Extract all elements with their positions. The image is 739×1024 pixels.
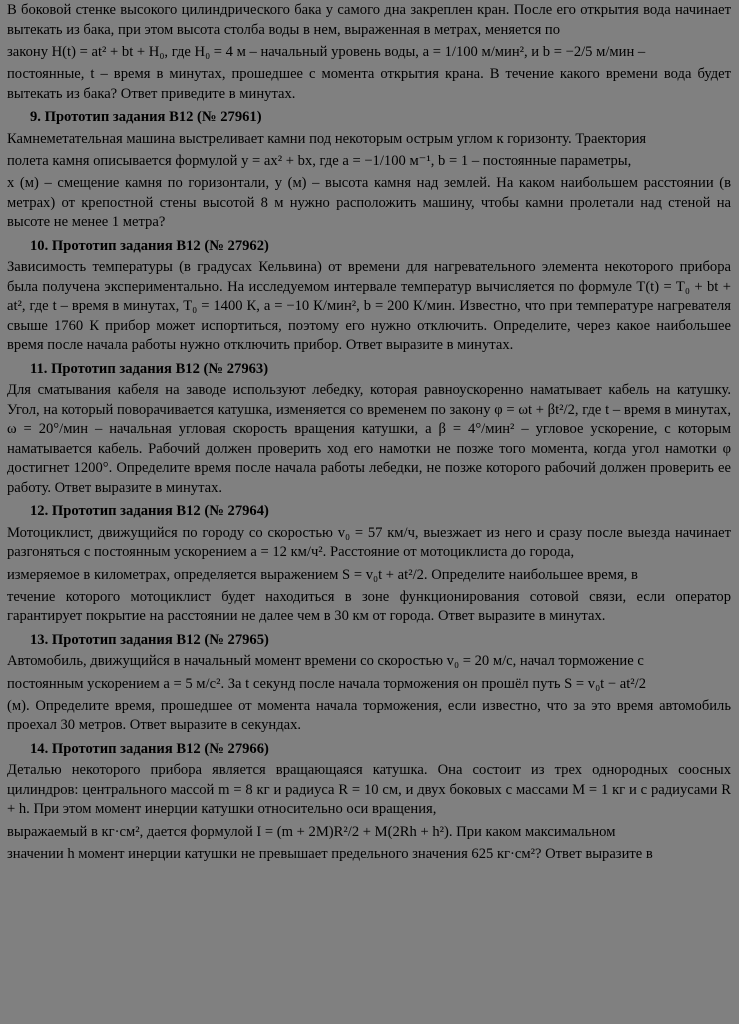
- paragraph: постоянные, t – время в минутах, прошедшее с момента открытия крана. В течение какого времени вода будет вытекать из бака? Ответ приведите в минутах.: [7, 66, 731, 102]
- problem-heading: 13. Прототип задания B12 (№ 27965): [30, 631, 269, 648]
- paragraph: измеряемое в километрах, определяется выражением S = v₀t + at²/2. Определите наибольшее время, в: [7, 566, 638, 583]
- problem-heading: 12. Прототип задания B12 (№ 27964): [30, 503, 269, 519]
- paragraph: значении h момент инерции катушки не превышает предельного значения 625 кг·см²? Ответ выразите в: [7, 845, 653, 862]
- paragraph: закону H(t) = at² + bt + H₀, где H₀ = 4 м – начальный уровень воды, a = 1/100 м/мин², и b = −2/5 м/мин –: [7, 44, 646, 60]
- problem-8-continuation: [7, 1, 731, 104]
- paragraph: (м). Определите время, прошедшее от момента начала торможения, если известно, что за это время автомобиль проехал 30 метров. Ответ выразите в секундах.: [7, 697, 731, 733]
- problem-heading: 10. Прототип задания B12 (№ 27962): [30, 237, 269, 254]
- paragraph: Для сматывания кабеля на заводе используют лебедку, которая равноускоренно наматывает кабель на катушку. Угол, на который поворачивается катушка, изменяется со временем по закону φ = ωt + βt²/2, где t – время в минутах, ω = 20°/мин – начальная угловая скорость вращения катушки, а β = 4°/мин² – угловое ускорение, с которым наматывается кабель. Рабочий должен проверить ход его намотки не позже того момента, когда угол намотки φ достигнет 1200°. Определите время после начала работы лебедки, не позже которого рабочий должен проверить ее работу. Ответ выразите в минутах.: [7, 382, 731, 496]
- paragraph: x (м) – смещение камня по горизонтали, y (м) – высота камня над землей. На каком наибольшем расстоянии (в метрах) от крепостной стены высотой 8 м нужно расположить машину, чтобы камни пролетали над стеной на высоте не менее 1 метра?: [7, 175, 731, 230]
- paragraph: выражаемый в кг·см², дается формулой I = (m + 2M)R²/2 + M(2Rh + h²). При каком максимальном: [7, 823, 616, 840]
- paragraph: Мотоциклист, движущийся по городу со скоростью v₀ = 57 км/ч, выезжает из него и сразу после выезда начинает разгоняться с постоянным ускорением a = 12 км/ч². Расстояние от мотоциклиста до города,: [7, 524, 731, 560]
- problem-12: [7, 502, 731, 627]
- problem-9: [7, 108, 731, 233]
- paragraph: постоянным ускорением a = 5 м/с². За t секунд после начала торможения он прошёл путь S = v₀t − at²/2: [7, 675, 647, 692]
- problem-14: [7, 740, 731, 865]
- paragraph: Камнеметательная машина выстреливает камни под некоторым острым углом к горизонту. Траектория: [7, 130, 647, 147]
- paragraph: Деталью некоторого прибора является вращающаяся катушка. Она состоит из трех однородных соосных цилиндров: центрального массой m = 8 кг и радиуса R = 10 см, и двух боковых с массами M = 1 кг и с радиусами R + h. При этом момент инерции катушки относительно оси вращения,: [7, 762, 731, 817]
- paragraph: полета камня описывается формулой y = ax² + bx, где a = −1/100 м⁻¹, b = 1 – постоянные параметры,: [7, 153, 632, 169]
- problem-heading: 14. Прототип задания B12 (№ 27966): [30, 740, 269, 757]
- problem-11: [7, 360, 731, 499]
- paragraph: В боковой стенке высокого цилиндрического бака у самого дна закреплен кран. После его открытия вода начинает вытекать из бака, при этом высота столба воды в нем, выраженная в метрах, меняется по: [7, 2, 731, 38]
- paragraph: Зависимость температуры (в градусах Кельвина) от времени для нагревательного элемента некоторого прибора была получена экспериментально. На исследуемом интервале температур вычисляется по формуле T(t) = T₀ + bt + at², где t – время в минутах, T₀ = 1400 К, a = −10 К/мин², b = 200 К/мин. Известно, что при температуре нагревателя свыше 1760 К прибор может испортиться, поэтому его нужно отключить. Определите, через какое наибольшее время после начала работы нужно отключить прибор. Ответ выразите в минутах.: [7, 259, 731, 353]
- problem-10: [7, 237, 731, 356]
- problem-heading: 9. Прототип задания B12 (№ 27961): [30, 109, 262, 125]
- problem-heading: 11. Прототип задания B12 (№ 27963): [30, 360, 269, 377]
- problem-13: [7, 631, 731, 736]
- paragraph: течение которого мотоциклист будет находиться в зоне функционирования сотовой связи, если оператор гарантирует покрытие на расстоянии не далее чем в 30 км от города. Ответ выразите в минутах.: [7, 588, 731, 624]
- paragraph: Автомобиль, движущийся в начальный момент времени со скоростью v₀ = 20 м/с, начал торможение с: [7, 653, 644, 669]
